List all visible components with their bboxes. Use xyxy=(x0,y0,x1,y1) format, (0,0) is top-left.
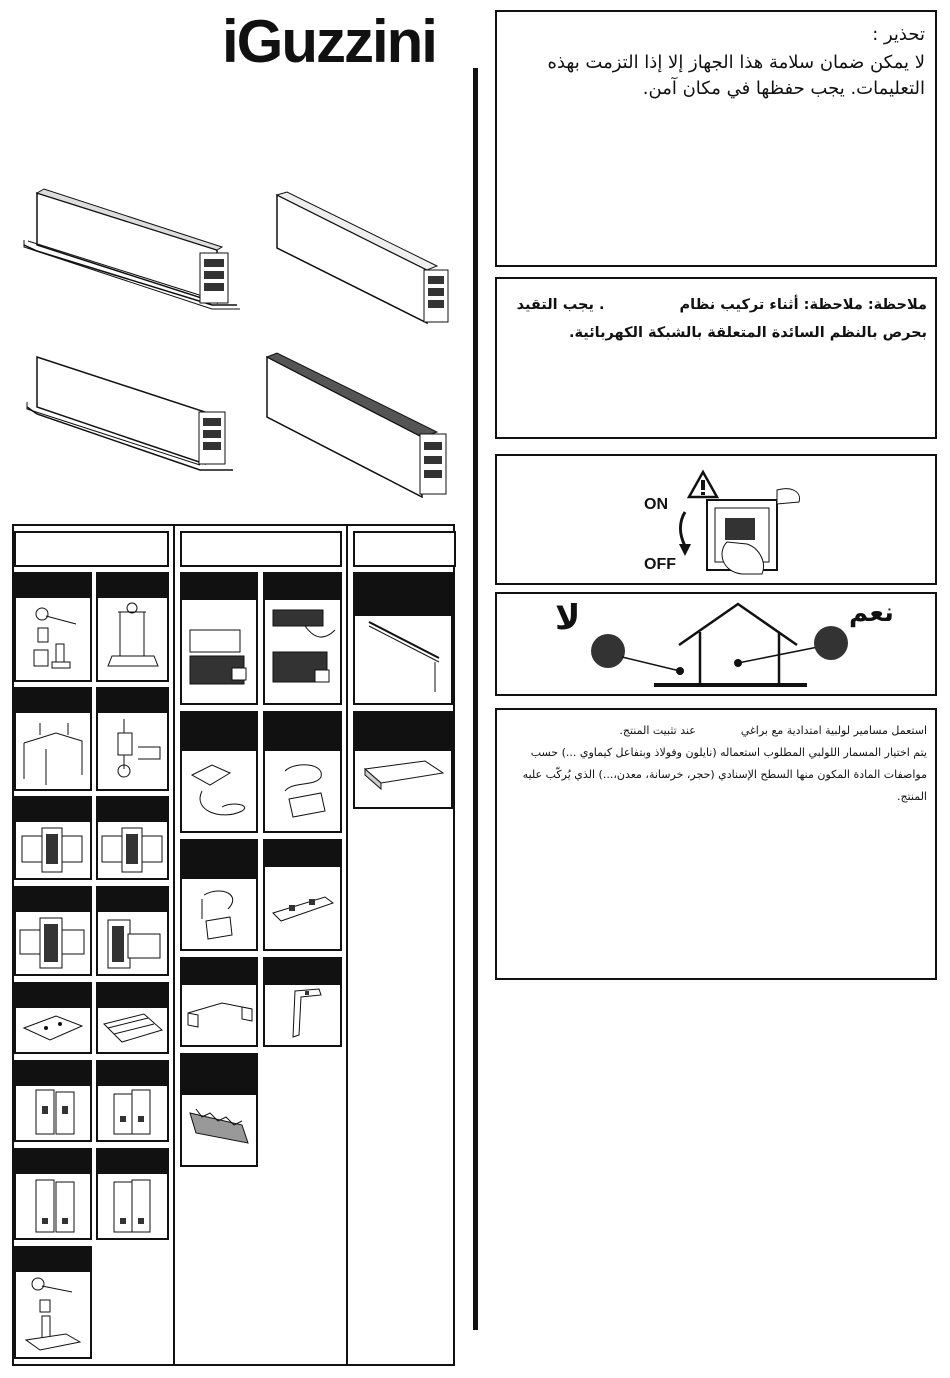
anchoring-text xyxy=(497,720,927,808)
yes-label: نعم xyxy=(849,598,894,628)
accessory-cell-t-joint-a xyxy=(14,796,92,880)
note-text-part1: ملاحظة: ملاحظة: أثناء تركيب نظام xyxy=(679,297,927,313)
profile-illustration-2 xyxy=(272,190,452,330)
accessory-cell-ceiling-bracket-a xyxy=(14,687,92,791)
note-text-part2: . يجب التقيد بحرص بالنظم السائدة المتعلقة بالشبكة الكهربائية. xyxy=(516,297,927,341)
accessory-cell-t-joint-b xyxy=(96,796,169,880)
accessory-cell-angle-joint-a xyxy=(180,957,258,1047)
accessory-cell-joining-plate xyxy=(14,982,92,1054)
house-diagram xyxy=(582,599,852,691)
accessory-cell-suspension-kit xyxy=(14,572,92,682)
warning-body: لا يمكن ضمان سلامة هذا الجهاز إلا إذا التزمت بهذه التعليمات. يجب حفظها في مكان آمن. xyxy=(547,52,925,99)
accessory-cell-end-cap-b xyxy=(96,1060,169,1142)
accessory-cell-suspension-kit-b xyxy=(14,1246,92,1359)
anchoring-text-part2: عند تثبيت المنتج. xyxy=(619,724,696,737)
note-box xyxy=(495,277,937,439)
no-label: لا xyxy=(555,598,581,638)
column-header-mechanical xyxy=(14,531,169,567)
accessory-cell-connector xyxy=(263,839,342,951)
accessory-cell-angle-joint-b xyxy=(263,957,342,1047)
accessory-cell-busbar-connector xyxy=(180,1053,258,1167)
profile-illustration-4 xyxy=(262,352,452,502)
accessory-cell-end-cap-a xyxy=(14,1060,92,1142)
accessory-cell-end-cap-d xyxy=(96,1148,169,1240)
warning-title: تحذير : xyxy=(872,24,925,45)
location-panel xyxy=(495,592,937,696)
grid-column-divider-2 xyxy=(346,524,348,1366)
accessory-cell-live-end-feed-a xyxy=(180,572,258,705)
accessory-cell-feeder-box-a xyxy=(180,711,258,833)
iguzzini-logo: iGuzzini xyxy=(222,8,436,75)
accessory-cell-ceiling-bracket-b xyxy=(96,687,169,791)
anchoring-text-part1: استعمل مسامير لولبية امتدادية مع براغي xyxy=(740,724,927,737)
grid-column-divider-1 xyxy=(173,524,175,1366)
accessory-cell-end-cap-c xyxy=(14,1148,92,1240)
anchoring-text-body: يتم اختيار المسمار اللولبي المطلوب استعماله (نايلون وفولاذ وبتفاعل كيماوي ...) حسب مواصفات المادة المكون منها السطح الإسنادي (حجر، خرسانة، معدن،...) الذي يُركّب عليه المنتج. xyxy=(522,746,927,803)
disconnect-power-illustration xyxy=(667,462,807,582)
page-divider xyxy=(473,68,478,1330)
accessory-cell-x-joint xyxy=(14,886,92,976)
column-header-optical xyxy=(353,531,456,567)
profile-illustration-1 xyxy=(22,185,247,315)
switch-off-panel xyxy=(495,454,937,585)
accessory-cell-feeder-box-b xyxy=(263,711,342,833)
profile-illustration-3 xyxy=(25,352,240,477)
accessory-cell-driver xyxy=(353,711,453,809)
accessory-cell-live-end-feed-b xyxy=(263,572,342,705)
anchoring-box xyxy=(495,708,937,980)
accessory-cell-feeder-box-c xyxy=(180,839,258,951)
column-header-electrical xyxy=(180,531,342,567)
off-label: OFF xyxy=(644,556,676,573)
on-label: ON xyxy=(644,496,668,513)
accessory-cell-suspension-frame xyxy=(96,572,169,682)
note-text xyxy=(497,291,927,347)
accessory-cell-joining-rail xyxy=(96,982,169,1054)
accessory-cell-l-joint xyxy=(96,886,169,976)
warning-box xyxy=(495,10,937,267)
accessory-cell-diffuser xyxy=(353,572,453,705)
